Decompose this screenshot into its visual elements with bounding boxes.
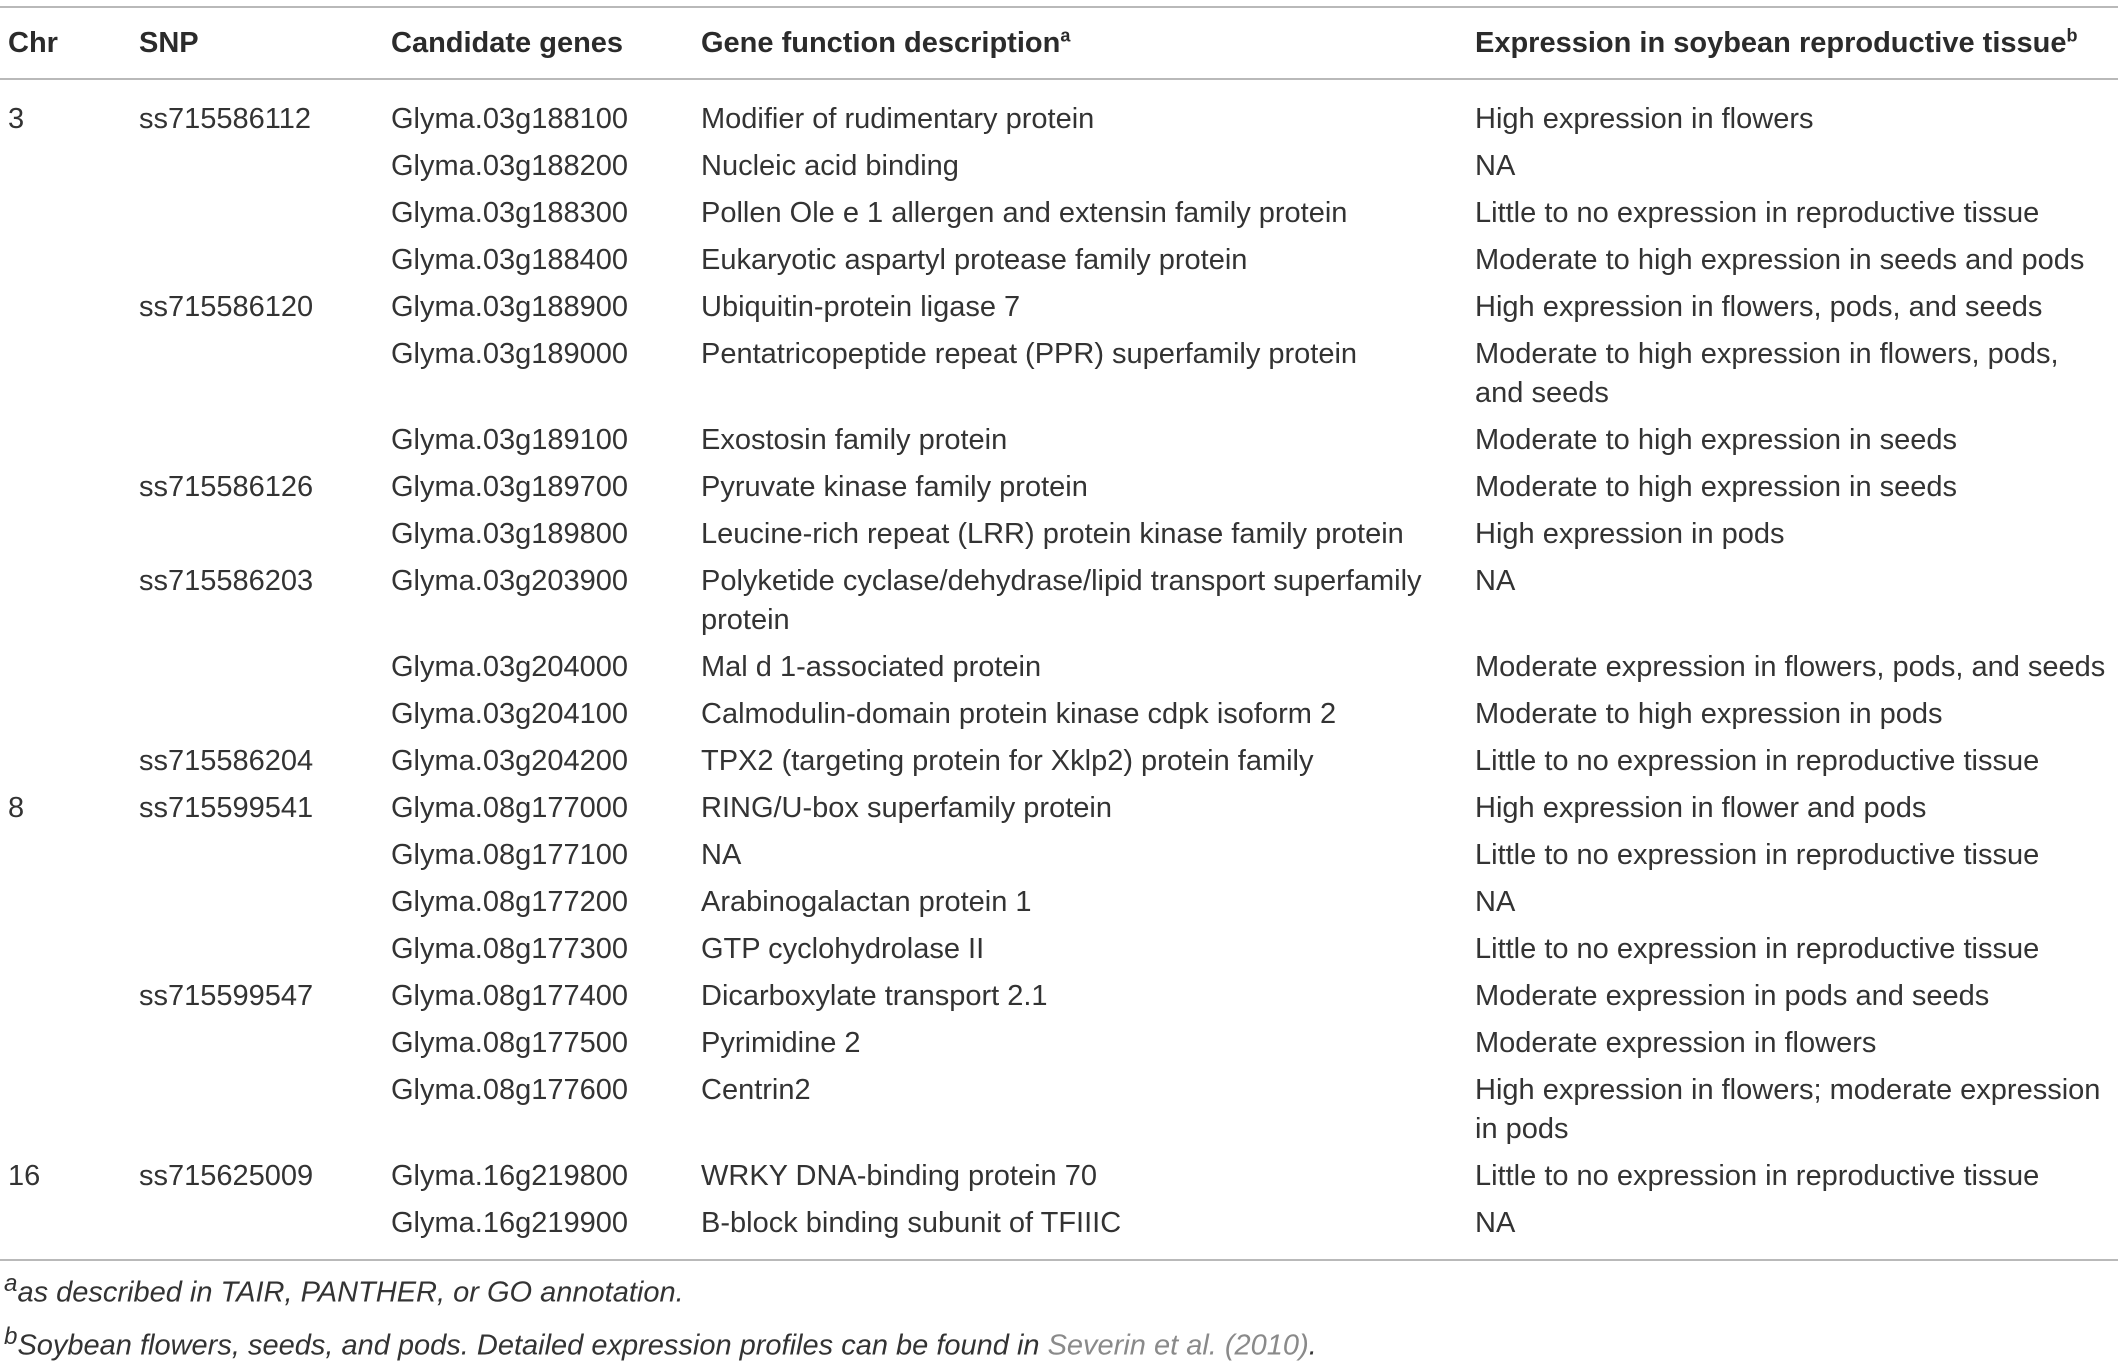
cell-chr <box>0 1020 131 1067</box>
cell-snp <box>131 331 383 417</box>
cell-candidate-gene: Glyma.08g177200 <box>391 886 628 918</box>
cell-snp: ss715625009 <box>139 1160 314 1192</box>
cell-chr <box>0 644 131 691</box>
cell-snp <box>131 926 383 973</box>
table-row <box>0 926 2118 973</box>
cell-expression: Moderate to high expression in pods <box>1475 698 1943 730</box>
cell-gene-function: TPX2 (targeting protein for Xklp2) protein family <box>701 745 1314 777</box>
header-expression <box>1467 7 2118 79</box>
cell-chr <box>0 511 131 558</box>
table-row <box>0 973 2118 1020</box>
cell-snp <box>131 644 383 691</box>
cell-candidate-gene: Glyma.03g188400 <box>391 244 628 276</box>
cell-expression: Moderate expression in pods and seeds <box>1475 980 1990 1012</box>
cell-candidate-gene: Glyma.03g188200 <box>391 150 628 182</box>
cell-gene-function: Ubiquitin-protein ligase 7 <box>701 291 1021 323</box>
header-expression-label: Expression in soybean reproductive tissue <box>1475 26 2067 59</box>
cell-candidate-gene: Glyma.16g219800 <box>391 1160 628 1192</box>
table-row <box>0 1067 2118 1153</box>
cell-expression: Moderate to high expression in seeds <box>1475 471 1958 503</box>
cell-expression: NA <box>1475 1207 1516 1239</box>
cell-candidate-gene: Glyma.03g188300 <box>391 197 628 229</box>
cell-expression: High expression in flowers; moderate expression in pods <box>1475 1074 2101 1145</box>
cell-gene-function: Modifier of rudimentary protein <box>701 103 1095 135</box>
cell-chr <box>0 879 131 926</box>
cell-snp <box>131 190 383 237</box>
cell-chr: 3 <box>8 103 25 135</box>
cell-gene-function: Eukaryotic aspartyl protease family protein <box>701 244 1248 276</box>
table-row <box>0 1200 2118 1260</box>
cell-chr <box>0 738 131 785</box>
cell-snp: ss715586112 <box>139 103 312 135</box>
cell-snp <box>131 832 383 879</box>
cell-candidate-gene: Glyma.03g189000 <box>391 338 628 370</box>
cell-candidate-gene: Glyma.08g177000 <box>391 792 628 824</box>
cell-gene-function: Calmodulin-domain protein kinase cdpk isoform 2 <box>701 698 1337 730</box>
cell-gene-function: Arabinogalactan protein 1 <box>701 886 1032 918</box>
cell-chr <box>0 973 131 1020</box>
table-row <box>0 331 2118 417</box>
cell-gene-function: Pollen Ole e 1 allergen and extensin family protein <box>701 197 1348 229</box>
cell-snp <box>131 1067 383 1153</box>
cell-candidate-gene: Glyma.16g219900 <box>391 1207 628 1239</box>
cell-gene-function: Pyruvate kinase family protein <box>701 471 1088 503</box>
cell-chr <box>0 237 131 284</box>
cell-gene-function: Mal d 1-associated protein <box>701 651 1042 683</box>
cell-gene-function: Exostosin family protein <box>701 424 1008 456</box>
cell-snp <box>131 511 383 558</box>
table-row <box>0 237 2118 284</box>
cell-candidate-gene: Glyma.08g177400 <box>391 980 628 1012</box>
table-header <box>0 7 2118 79</box>
cell-chr <box>0 1200 131 1260</box>
cell-chr <box>0 331 131 417</box>
cell-candidate-gene: Glyma.03g189800 <box>391 518 628 550</box>
header-snp-label: SNP <box>139 26 199 59</box>
cell-snp: ss715599541 <box>139 792 314 824</box>
candidate-genes-table <box>0 6 2118 1261</box>
header-genes-label: Candidate genes <box>391 26 624 59</box>
cell-expression: High expression in flowers <box>1475 103 1814 135</box>
cell-expression: Moderate expression in flowers <box>1475 1027 1877 1059</box>
cell-expression: Moderate expression in flowers, pods, and seeds <box>1475 651 2106 683</box>
cell-candidate-gene: Glyma.03g188100 <box>391 103 628 135</box>
header-gene-function <box>693 7 1467 79</box>
cell-chr <box>0 558 131 644</box>
cell-candidate-gene: Glyma.03g188900 <box>391 291 628 323</box>
footnote-b <box>4 1315 2104 1367</box>
cell-expression: Moderate to high expression in flowers, pods, and seeds <box>1475 338 2059 409</box>
cell-expression: Little to no expression in reproductive tissue <box>1475 933 2040 965</box>
cell-candidate-gene: Glyma.03g204200 <box>391 745 628 777</box>
cell-snp <box>131 237 383 284</box>
footnote-marker-b: b <box>2066 24 2078 45</box>
cell-gene-function: Pentatricopeptide repeat (PPR) superfamily protein <box>701 338 1358 370</box>
cell-gene-function: Dicarboxylate transport 2.1 <box>701 980 1048 1012</box>
cell-chr <box>0 464 131 511</box>
cell-chr <box>0 417 131 464</box>
table-row <box>0 558 2118 644</box>
footnote-a <box>4 1262 2104 1315</box>
cell-chr <box>0 832 131 879</box>
table-row <box>0 464 2118 511</box>
footnote-a-text: as described in TAIR, PANTHER, or GO annotation. <box>17 1276 684 1309</box>
header-row <box>0 7 2118 79</box>
cell-candidate-gene: Glyma.03g189100 <box>391 424 628 456</box>
candidate-genes-table-container <box>0 6 2118 1261</box>
cell-gene-function: WRKY DNA-binding protein 70 <box>701 1160 1097 1192</box>
cell-expression: NA <box>1475 565 1516 597</box>
cell-chr <box>0 190 131 237</box>
cell-snp: ss715586120 <box>139 291 314 323</box>
cell-chr <box>0 1067 131 1153</box>
table-footnotes <box>4 1262 2104 1367</box>
cell-gene-function: RING/U-box superfamily protein <box>701 792 1112 824</box>
cell-expression: High expression in flowers, pods, and seeds <box>1475 291 2043 323</box>
table-row <box>0 691 2118 738</box>
cell-candidate-gene: Glyma.03g203900 <box>391 565 628 597</box>
cell-gene-function: Centrin2 <box>701 1074 811 1106</box>
cell-chr: 16 <box>8 1160 41 1192</box>
cell-gene-function: GTP cyclohydrolase II <box>701 933 985 965</box>
cell-snp <box>131 143 383 190</box>
cell-expression: NA <box>1475 886 1516 918</box>
footnote-b-end: . <box>1308 1329 1317 1362</box>
cell-gene-function: Nucleic acid binding <box>701 150 959 182</box>
cell-expression: High expression in pods <box>1475 518 1785 550</box>
cell-snp <box>131 691 383 738</box>
cell-candidate-gene: Glyma.03g189700 <box>391 471 628 503</box>
cell-expression: Little to no expression in reproductive tissue <box>1475 839 2040 871</box>
header-chr <box>0 7 131 79</box>
cell-gene-function: B-block binding subunit of TFIIIC <box>701 1207 1122 1239</box>
table-row <box>0 738 2118 785</box>
cell-snp <box>131 417 383 464</box>
table-row <box>0 879 2118 926</box>
cell-expression: Moderate to high expression in seeds <box>1475 424 1958 456</box>
cell-candidate-gene: Glyma.08g177500 <box>391 1027 628 1059</box>
cell-chr <box>0 284 131 331</box>
cell-chr <box>0 143 131 190</box>
cell-chr <box>0 926 131 973</box>
cell-expression: Little to no expression in reproductive tissue <box>1475 1160 2040 1192</box>
citation-link[interactable]: Severin et al. (2010) <box>1047 1329 1309 1362</box>
table-row <box>0 832 2118 879</box>
table-row <box>0 417 2118 464</box>
footnote-b-text: Soybean flowers, seeds, and pods. Detailed expression profiles can be found in <box>17 1329 1048 1362</box>
table-row <box>0 79 2118 143</box>
table-row <box>0 143 2118 190</box>
cell-gene-function: NA <box>701 839 742 871</box>
header-snp <box>131 7 383 79</box>
footnote-b-mark: b <box>4 1322 18 1350</box>
table-row <box>0 644 2118 691</box>
cell-expression: High expression in flower and pods <box>1475 792 1927 824</box>
footnote-a-mark: a <box>4 1270 18 1297</box>
cell-expression: NA <box>1475 150 1516 182</box>
cell-snp: ss715599547 <box>139 980 314 1012</box>
cell-snp <box>131 879 383 926</box>
cell-gene-function: Polyketide cyclase/dehydrase/lipid transport superfamily protein <box>701 565 1422 636</box>
cell-candidate-gene: Glyma.03g204000 <box>391 651 628 683</box>
header-candidate-genes <box>383 7 693 79</box>
cell-candidate-gene: Glyma.08g177100 <box>391 839 628 871</box>
cell-snp: ss715586126 <box>139 471 314 503</box>
cell-chr <box>0 691 131 738</box>
cell-expression: Moderate to high expression in seeds and pods <box>1475 244 2085 276</box>
table-row <box>0 1020 2118 1067</box>
cell-expression: Little to no expression in reproductive tissue <box>1475 745 2040 777</box>
cell-gene-function: Pyrimidine 2 <box>701 1027 861 1059</box>
table-body <box>0 79 2118 1260</box>
cell-gene-function: Leucine-rich repeat (LRR) protein kinase family protein <box>701 518 1404 550</box>
cell-candidate-gene: Glyma.08g177600 <box>391 1074 628 1106</box>
table-row <box>0 284 2118 331</box>
cell-snp: ss715586203 <box>139 565 314 597</box>
cell-snp <box>131 1020 383 1067</box>
cell-candidate-gene: Glyma.03g204100 <box>391 698 628 730</box>
cell-snp: ss715586204 <box>139 745 314 777</box>
table-row <box>0 785 2118 832</box>
cell-snp <box>131 1200 383 1260</box>
table-row <box>0 190 2118 237</box>
cell-chr: 8 <box>8 792 25 824</box>
cell-candidate-gene: Glyma.08g177300 <box>391 933 628 965</box>
table-row <box>0 511 2118 558</box>
table-row <box>0 1153 2118 1200</box>
header-function-label: Gene function description <box>701 26 1061 59</box>
cell-expression: Little to no expression in reproductive tissue <box>1475 197 2040 229</box>
footnote-marker-a: a <box>1060 24 1071 45</box>
header-chr-label: Chr <box>8 26 58 59</box>
